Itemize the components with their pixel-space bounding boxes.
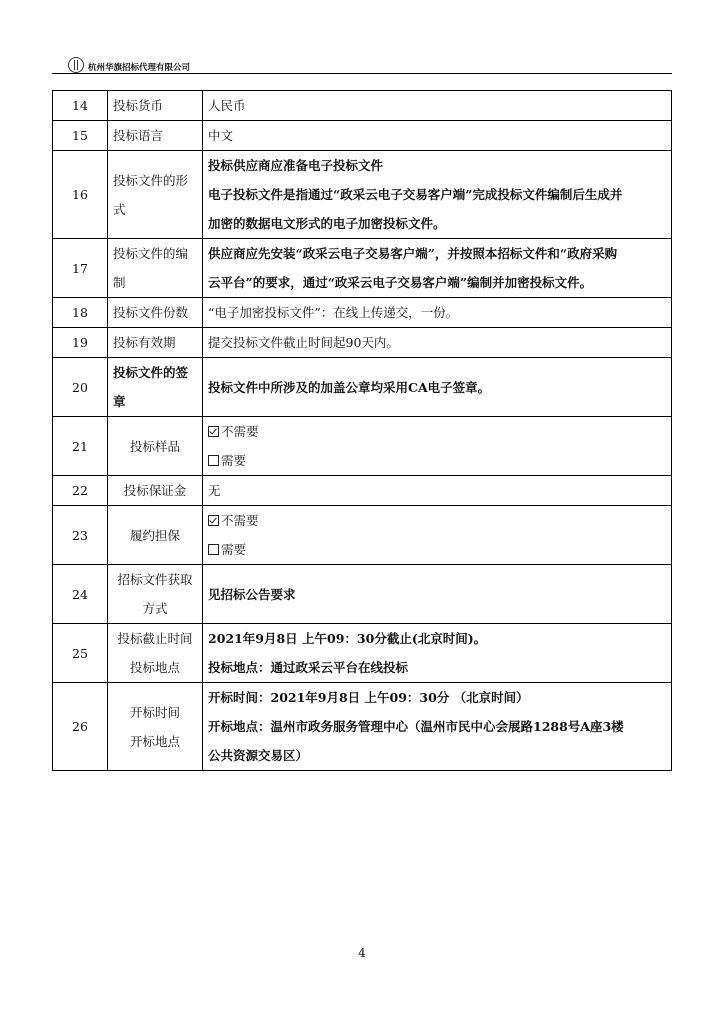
checked-box-icon — [208, 426, 219, 437]
content-line: 开标地点：温州市政务服务管理中心（温州市民中心会展路1288号A座3楼 — [208, 719, 624, 734]
row-label: 投标有效期 — [108, 328, 203, 358]
option-required — [208, 446, 666, 475]
page-header — [68, 55, 190, 75]
row-content — [203, 239, 672, 298]
row-content — [203, 565, 672, 624]
row-label — [108, 565, 203, 624]
content-line: 开标时间：2021年9月8日 上午09：30分 （北京时间） — [208, 690, 529, 705]
content-line: 公共资源交易区） — [208, 748, 309, 763]
option-not-required — [208, 417, 666, 446]
row-label: 投标保证金 — [108, 476, 203, 506]
row-label: 投标样品 — [108, 417, 203, 476]
table-row — [53, 683, 672, 771]
table-row — [53, 91, 672, 121]
option-required — [208, 535, 666, 564]
row-number: 15 — [53, 121, 108, 151]
content-line: 无 — [208, 483, 221, 498]
row-content — [203, 151, 672, 239]
row-number: 20 — [53, 358, 108, 417]
content-line: “电子加密投标文件”：在线上传递交，一份。 — [208, 305, 459, 320]
content-line: 人民币 — [208, 98, 246, 113]
content-line: 提交投标文件截止时间起90天内。 — [208, 335, 399, 350]
row-content — [203, 358, 672, 417]
row-label — [108, 624, 203, 683]
label-line: 方式 — [142, 601, 168, 616]
company-logo-icon — [68, 57, 84, 73]
row-content — [203, 298, 672, 328]
table-row — [53, 417, 672, 476]
checked-box-icon — [208, 515, 219, 526]
row-number: 26 — [53, 683, 108, 771]
content-line: 加密的数据电文形式的电子加密投标文件。 — [208, 216, 446, 231]
row-content — [203, 506, 672, 565]
row-label: 履约担保 — [108, 506, 203, 565]
table-row — [53, 239, 672, 298]
row-number: 16 — [53, 151, 108, 239]
row-content — [203, 328, 672, 358]
label-line: 开标时间 — [129, 704, 180, 720]
row-content — [203, 683, 672, 771]
table-row — [53, 298, 672, 328]
row-number: 18 — [53, 298, 108, 328]
content-line: 供应商应先安装“政采云电子交易客户端”，并按照本招标文件和“政府采购 — [208, 246, 618, 261]
option-label: 需要 — [221, 542, 247, 557]
unchecked-box-icon — [208, 544, 219, 555]
row-label: 投标语言 — [108, 121, 203, 151]
company-name: 杭州华旗招标代理有限公司 — [88, 62, 191, 73]
row-content — [203, 476, 672, 506]
table-row — [53, 624, 672, 683]
tender-info-table — [52, 90, 672, 771]
content-line: 2021年9月8日 上午09：30分截止(北京时间)。 — [208, 631, 487, 646]
row-label: 投标文件的签章 — [108, 358, 203, 417]
content-line: 投标文件中所涉及的加盖公章均采用CA电子签章。 — [208, 379, 491, 395]
row-content — [203, 91, 672, 121]
content-line: 见招标公告要求 — [208, 586, 296, 602]
row-number: 19 — [53, 328, 108, 358]
table-row — [53, 121, 672, 151]
unchecked-box-icon — [208, 455, 219, 466]
row-number: 24 — [53, 565, 108, 624]
table-row — [53, 506, 672, 565]
row-number: 21 — [53, 417, 108, 476]
header-rule — [52, 73, 672, 74]
row-number: 22 — [53, 476, 108, 506]
option-label: 不需要 — [221, 513, 259, 528]
row-content — [203, 417, 672, 476]
content-line: 中文 — [208, 128, 234, 143]
label-line: 开标地点 — [129, 733, 180, 749]
table-row — [53, 358, 672, 417]
page-number: 4 — [358, 946, 366, 960]
content-line: 投标供应商应准备电子投标文件 — [208, 158, 384, 173]
row-label: 投标文件的形式 — [108, 151, 203, 239]
table-row — [53, 476, 672, 506]
label-line: 投标截止时间 — [117, 631, 193, 646]
content-line: 云平台”的要求，通过“政采云电子交易客户端”编制并加密投标文件。 — [208, 275, 593, 290]
row-number: 17 — [53, 239, 108, 298]
row-label: 投标文件的编制 — [108, 239, 203, 298]
row-number: 23 — [53, 506, 108, 565]
row-number: 25 — [53, 624, 108, 683]
table-row — [53, 151, 672, 239]
table-row — [53, 565, 672, 624]
row-content — [203, 121, 672, 151]
label-line: 招标文件获取 — [117, 572, 193, 587]
row-label: 投标文件份数 — [108, 298, 203, 328]
content-line: 投标地点：通过政采云平台在线投标 — [208, 660, 409, 675]
option-label: 需要 — [221, 453, 247, 468]
content-line: 电子投标文件是指通过“政采云电子交易客户端”完成投标文件编制后生成并 — [208, 187, 623, 202]
row-label: 投标货币 — [108, 91, 203, 121]
label-line: 投标地点 — [129, 660, 180, 675]
option-label: 不需要 — [221, 424, 259, 439]
row-content — [203, 624, 672, 683]
row-number: 14 — [53, 91, 108, 121]
row-label — [108, 683, 203, 771]
table-row — [53, 328, 672, 358]
option-not-required — [208, 506, 666, 535]
